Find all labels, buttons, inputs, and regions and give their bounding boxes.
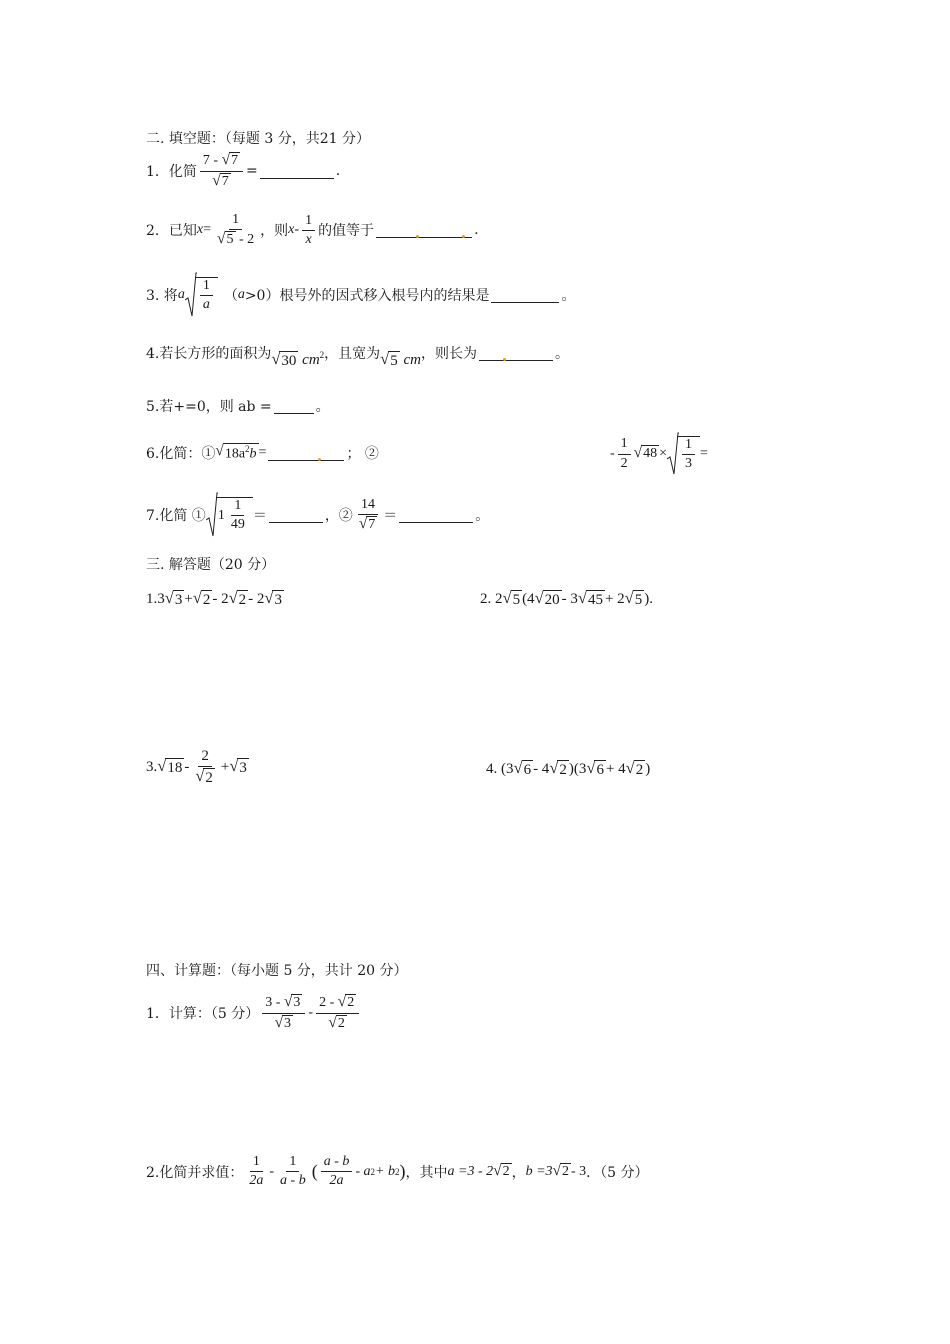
q1-answer-blank[interactable]: [260, 164, 334, 179]
q5-answer-blank[interactable]: [274, 399, 314, 414]
problem-3-4: 4. (3 √ 6 - 4 √ 2 )(3 √ 6 + 4 √ 2 ): [486, 758, 651, 778]
q7-answer-blank-1[interactable]: [269, 508, 323, 523]
q4-width: √ 5 cm: [380, 348, 421, 369]
q4-prefix: 4.若长方形的面积为: [146, 346, 272, 363]
question-2-7: 7.化简 ① 1 $\frac{1}{49}$ ＝ ，② 14 √ 7 ＝ 。: [146, 492, 489, 538]
q2-reciprocal-fraction: $\frac{1}{x}$: [302, 213, 315, 248]
q4-area: √ 30 $cm^2$: [271, 349, 325, 370]
question-2-3: 3. 将 a $\frac{1}{a}$ （ a >0）根号外的因式移入根号内的结果是 。: [146, 272, 575, 318]
problem-3-2: 2. 2 √ 5 (4 √ 20 - 3 √ 45 + 2 √ 5 ).: [480, 588, 653, 608]
question-2-4: 4.若长方形的面积为 √ 30 $cm^2$ ，且宽为 √ 5 cm ，则长为 。: [146, 336, 569, 370]
question-2-6-part2: - $\frac{1}{2}$ √ 48 × $\frac{1}{3}$ =: [610, 432, 708, 476]
problem-3-3: 3. √ 18 - 2 √ 2 + √ 3: [146, 748, 247, 787]
problem-4-2: 2.化简并求值： $\frac{1}{2a}$ - $\frac{1}{a - b}$ ( $\frac{a - b}{2a}$ - a 2 + b 2 ) ，其中 a =3 - 2 √ 2 ， b =3 √ 2 - 3 ．（5 分）: [146, 1154, 649, 1189]
question-2-2: 2．已知 x = 1 √ 5 - 2 ，则 x - $\frac{1}{x}$ 的值等于 .: [146, 212, 479, 248]
problem-3-1: 1. 3 √ 3 + √ 2 - 2 √ 2 - 2 √ 3: [146, 588, 282, 608]
q3-answer-blank[interactable]: [491, 288, 559, 303]
section4-heading: 四、计算题：（每小题 5 分，共计 20 分）: [146, 963, 408, 979]
q6-answer-blank[interactable]: [268, 446, 344, 461]
problem-4-1: 1．计算：（5 分） 3 - √ 3 √ 3 - 2 - √ 2 √ 2: [146, 994, 362, 1033]
q7-prefix: 7.化简 ①: [146, 508, 206, 524]
q3-prefix: 3. 将: [146, 288, 178, 304]
q6-radical: √ $18a^2b$: [215, 442, 257, 462]
section3-heading: 三. 解答题（20 分）: [146, 557, 276, 573]
q1-fraction: 7 - √ 7 √ 7: [200, 152, 243, 191]
q2-fraction: 1 √ 5 - 2: [217, 212, 255, 248]
q3-radical: $\frac{1}{a}$: [185, 272, 218, 318]
q2-answer-blank[interactable]: [376, 223, 472, 238]
section2-heading: [146, 128, 370, 148]
question-2-5: 5.若+=0，则 ab = 。: [146, 396, 330, 416]
q7-radical: 1 $\frac{1}{49}$: [206, 492, 253, 538]
q5-text: 5.若+=0，则 ab =: [146, 399, 272, 415]
q1-prefix: 1．化简: [146, 164, 197, 181]
q1-equals: =: [246, 163, 258, 180]
q2-prefix: 2．已知: [146, 223, 197, 240]
q7-answer-blank-2[interactable]: [399, 508, 473, 523]
q6-prefix: 6.化简：①: [146, 446, 216, 463]
question-2-6: 6.化简：① √ $18a^2b$ = ； ②: [146, 442, 379, 463]
section2-heading-text: 二. 填空题：（每题 3 分，共21 分）: [146, 131, 370, 147]
question-2-1: 1．化简 7 - √ 7 √ 7 = .: [146, 151, 341, 189]
q4-answer-blank[interactable]: [479, 346, 553, 361]
